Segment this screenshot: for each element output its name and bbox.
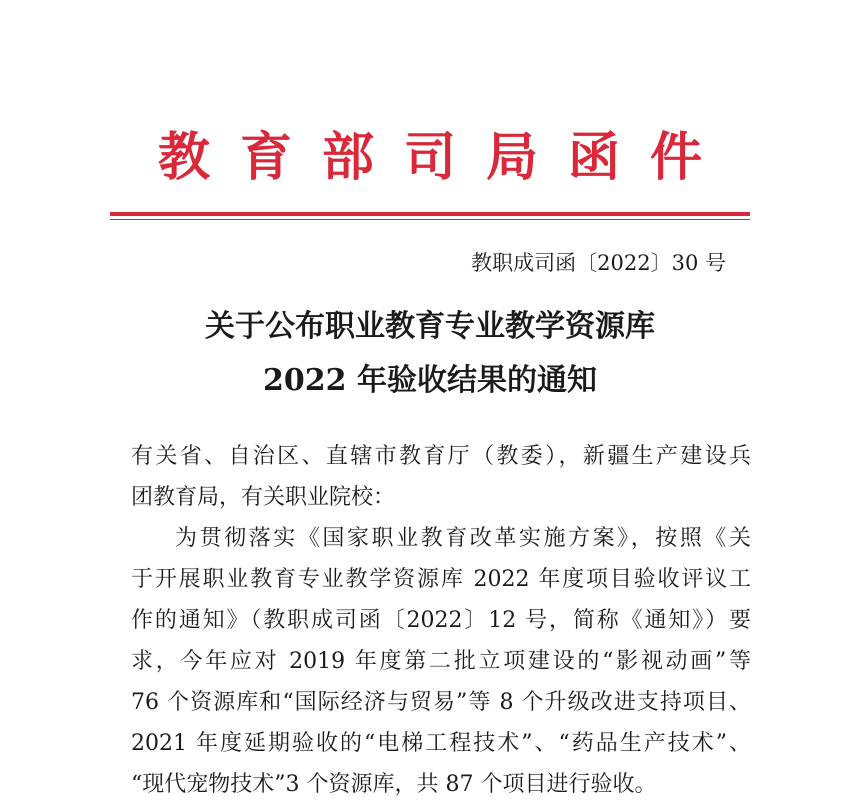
letterhead-red-rule-thick: [110, 212, 750, 216]
letterhead-title: 教育部司局函件: [157, 127, 732, 188]
letterhead-red-rule-thin: [110, 219, 750, 220]
body-line: 团教育局，有关职业院校：: [131, 485, 396, 510]
notice-title: [90, 300, 770, 408]
body-line: 作的通知》（教职成司函〔2022〕12 号，简称《通知》）要: [131, 608, 751, 633]
body-line: 2021 年度延期验收的“电梯工程技术”、“药品生产技术”、: [131, 731, 751, 756]
document-number: 教职成司函〔2022〕30 号: [471, 251, 726, 275]
body-line: 为贯彻落实《国家职业教育改革实施方案》，按照《关: [175, 526, 751, 551]
notice-body: [131, 436, 751, 805]
body-line: “现代宠物技术”3 个资源库，共 87 个项目进行验收。: [131, 772, 657, 797]
notice-title-line-1: 关于公布职业教育专业教学资源库: [205, 309, 655, 344]
body-line: 于开展职业教育专业教学资源库 2022 年度项目验收评议工: [131, 567, 751, 592]
body-line: 有关省、自治区、直辖市教育厅（教委），新疆生产建设兵: [131, 444, 751, 469]
notice-title-line-2: 2022 年验收结果的通知: [263, 363, 597, 398]
body-line: 求，今年应对 2019 年度第二批立项建设的“影视动画”等: [131, 649, 751, 674]
body-line: 76 个资源库和“国际经济与贸易”等 8 个升级改进支持项目、: [131, 690, 751, 715]
